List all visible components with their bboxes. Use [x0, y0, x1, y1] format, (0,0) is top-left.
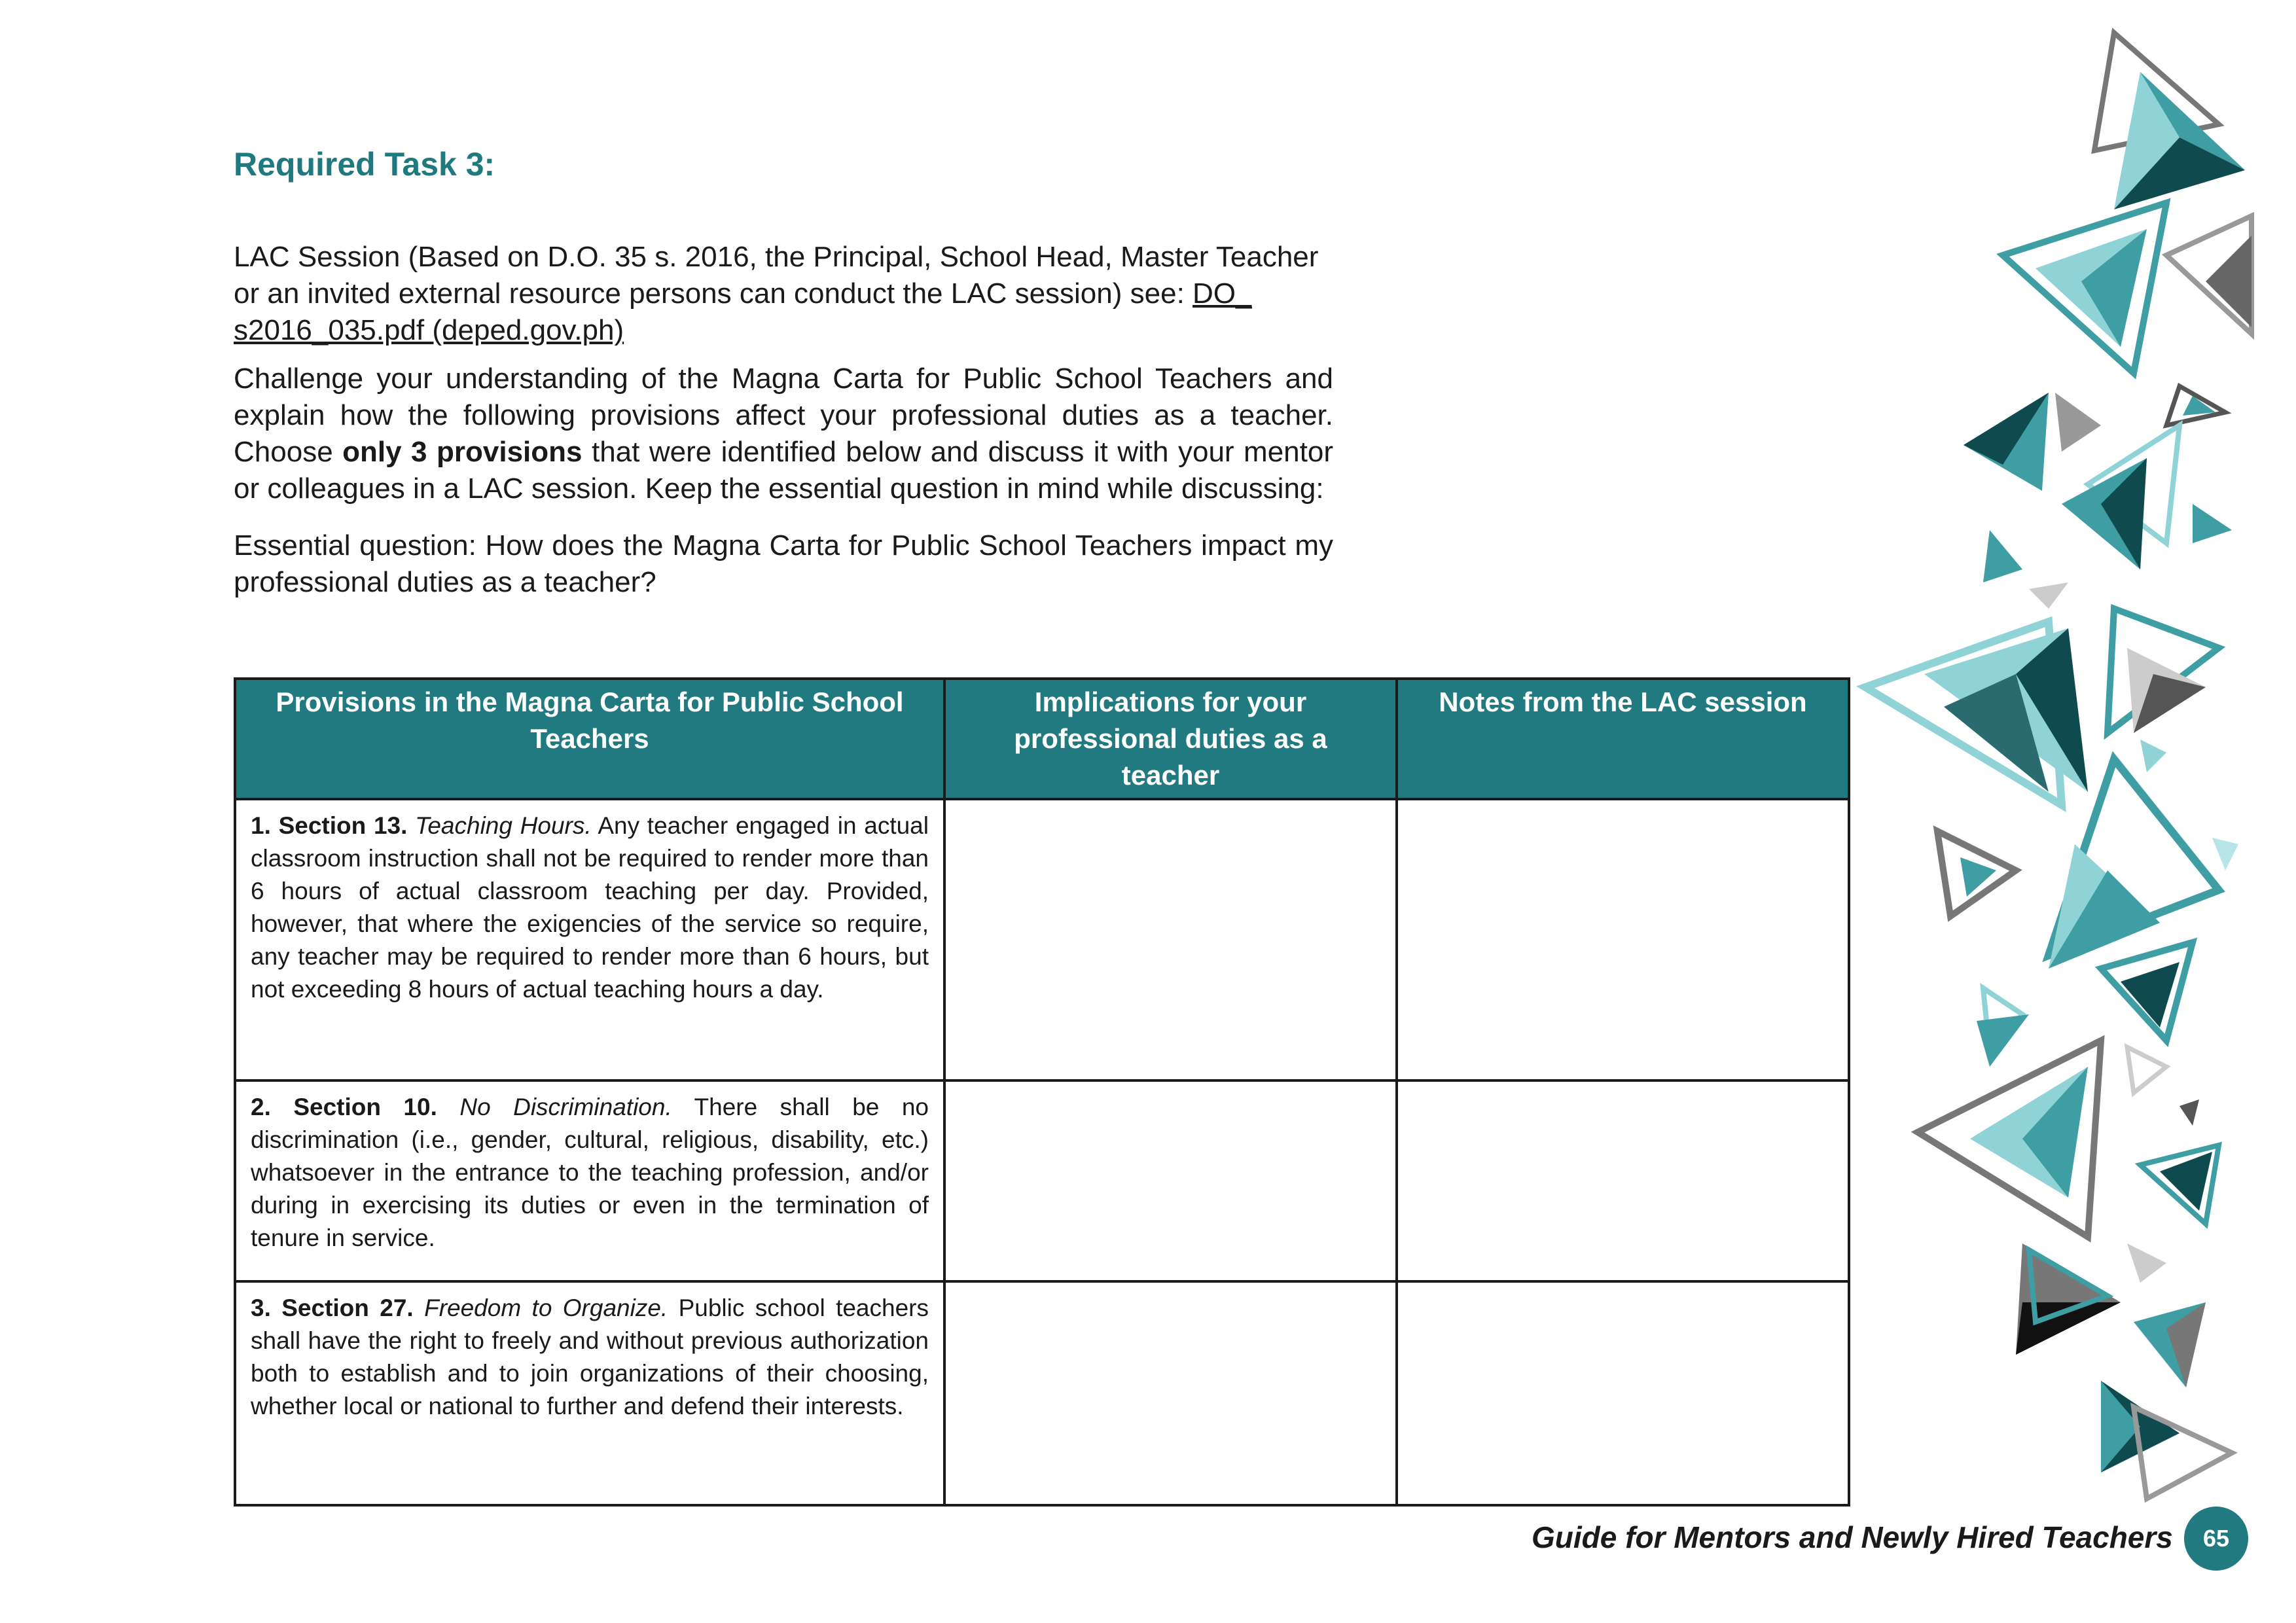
- page-number-badge: 65: [2184, 1507, 2248, 1571]
- page-heading: Required Task 3:: [234, 146, 495, 183]
- footer-title: Guide for Mentors and Newly Hired Teachers: [1532, 1520, 2173, 1554]
- provision-section: 3. Section 27.: [251, 1294, 414, 1321]
- challenge-text-start: Challenge your understanding of the Magna Carta for Public School Teachers and explain how the following provisions affect your professional duties as a teacher. Choose: [234, 363, 1333, 468]
- challenge-instructions: [234, 361, 1333, 507]
- challenge-text-end: that were identified below and discuss it with your mentor or colleagues in a LAC session. Keep the essential question in mind while discussing:: [234, 436, 1333, 505]
- provision-cell: [235, 799, 944, 1080]
- header-provisions: Provisions in the Magna Carta for Public School Teachers: [235, 679, 944, 799]
- intro-text: LAC Session (Based on D.O. 35 s. 2016, the Principal, School Head, Master Teacher or an invited external resource persons can conduct the LAC session) see:: [234, 241, 1319, 310]
- implications-cell[interactable]: [944, 1281, 1397, 1505]
- triangle-cluster: [1865, 33, 2251, 1499]
- lac-session-intro: [234, 239, 1333, 349]
- notes-cell[interactable]: [1397, 799, 1849, 1080]
- provision-cell: [235, 1080, 944, 1281]
- provision-section: 2. Section 10.: [251, 1094, 437, 1120]
- provision-section: 1. Section 13.: [251, 812, 408, 839]
- essential-question: Essential question: How does the Magna Carta for Public School Teachers impact my professional duties as a teacher?: [234, 529, 1333, 598]
- provision-title: Teaching Hours.: [415, 812, 592, 839]
- deped-order-link[interactable]: DO_ s2016_035.pdf (deped.gov.ph): [234, 277, 1252, 346]
- implications-cell[interactable]: [944, 1080, 1397, 1281]
- provision-text: There shall be no discrimination (i.e., gender, cultural, religious, disability, etc.) whatsoever in the entrance to the teaching profession, and/or during in exercising its duties or even in the termination of tenure in service.: [251, 1094, 929, 1251]
- header-notes: Notes from the LAC session: [1397, 679, 1849, 799]
- notes-cell[interactable]: [1397, 1080, 1849, 1281]
- table-row: [235, 1281, 1849, 1505]
- challenge-emphasis: only 3 provisions: [342, 436, 583, 468]
- provision-text: Public school teachers shall have the right to freely and without previous authorization both to establish and to join organizations of their choosing, whether local or national to further and defend their interests.: [251, 1294, 929, 1419]
- provision-title: No Discrimination.: [459, 1094, 672, 1120]
- table-row: [235, 1080, 1849, 1281]
- notes-cell[interactable]: [1397, 1281, 1849, 1505]
- header-implications: Implications for your professional duties as a teacher: [944, 679, 1397, 799]
- provisions-table: [234, 677, 1850, 1507]
- table-row: [235, 799, 1849, 1080]
- provision-title: Freedom to Organize.: [424, 1294, 668, 1321]
- implications-cell[interactable]: [944, 799, 1397, 1080]
- decorative-triangles: [1852, 20, 2271, 1512]
- provision-text: Any teacher engaged in actual classroom instruction shall not be required to render more than 6 hours of actual classroom teaching per day. Provided, however, that where the exigencies of the service so require, any teacher may be required to render more than 6 hours, but not exceeding 8 hours of actual teaching hours a day.: [251, 812, 929, 1003]
- provision-cell: [235, 1281, 944, 1505]
- table-header-row: [235, 679, 1849, 799]
